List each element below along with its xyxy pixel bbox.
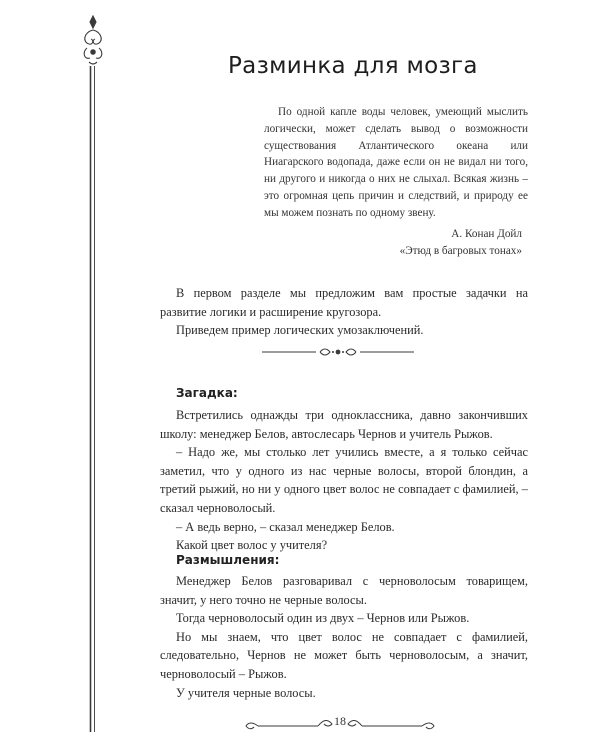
thoughts-section [160, 572, 528, 702]
riddle-paragraph: – Надо же, мы столько лет учились вместе, а я только сейчас заметил, что у одного из нас черные волосы, второй блондин, а третий рыжий, но ни у одного цвет волос не совпадает с фамилией, – сказал черноволосый. [160, 445, 528, 515]
riddle-heading: Загадка: [176, 386, 238, 400]
riddle-paragraph: Какой цвет волос у учителя? [176, 538, 328, 553]
intro-paragraph: В первом разделе мы предложим вам простые задачки на развитие логики и расширение кругозора. [160, 286, 528, 319]
page-title: Разминка для мозга [228, 53, 478, 80]
epigraph-text: По одной капле воды человек, умеющий мыслить логически, может сделать вывод о возможности существования Атлантического океана или Ниагарского водопада, даже если он не видал ни того, ни другого и никогда о них не слыхал. Всякая жизнь – это огромная цепь причин и следствий, и природу ее мы можем познать по одному звену. [264, 106, 528, 219]
thoughts-paragraph: Менеджер Белов разговаривал с черноволосым товарищем, значит, у него точно не черные волосы. [160, 574, 528, 607]
thoughts-paragraph: Но мы знаем, что цвет волос не совпадает с фамилией, следовательно, Чернов не может быть черноволосым, а значит, черноволосый – Рыжов. [160, 629, 528, 681]
intro-section [160, 284, 528, 340]
left-border-ornament [78, 14, 108, 736]
thoughts-paragraph: Тогда черноволосый один из двух – Чернов или Рыжов. [176, 611, 470, 626]
page-number: 18 [334, 714, 346, 728]
riddle-paragraph: Встретились однажды три одноклассника, давно закончивших школу: менеджер Белов, автослесарь Чернов и учитель Рыжов. [160, 408, 528, 441]
riddle-section [160, 406, 528, 555]
section-divider-ornament [258, 344, 418, 360]
intro-paragraph: Приведем пример логических умозаключений. [176, 323, 424, 338]
thoughts-paragraph: У учителя черные волосы. [176, 685, 316, 700]
riddle-paragraph: – А ведь верно, – сказал менеджер Белов. [176, 519, 395, 534]
thoughts-heading: Размышления: [176, 553, 280, 567]
epigraph-author: А. Конан Дойл [451, 228, 522, 240]
epigraph-work: «Этюд в багровых тонах» [399, 245, 522, 257]
